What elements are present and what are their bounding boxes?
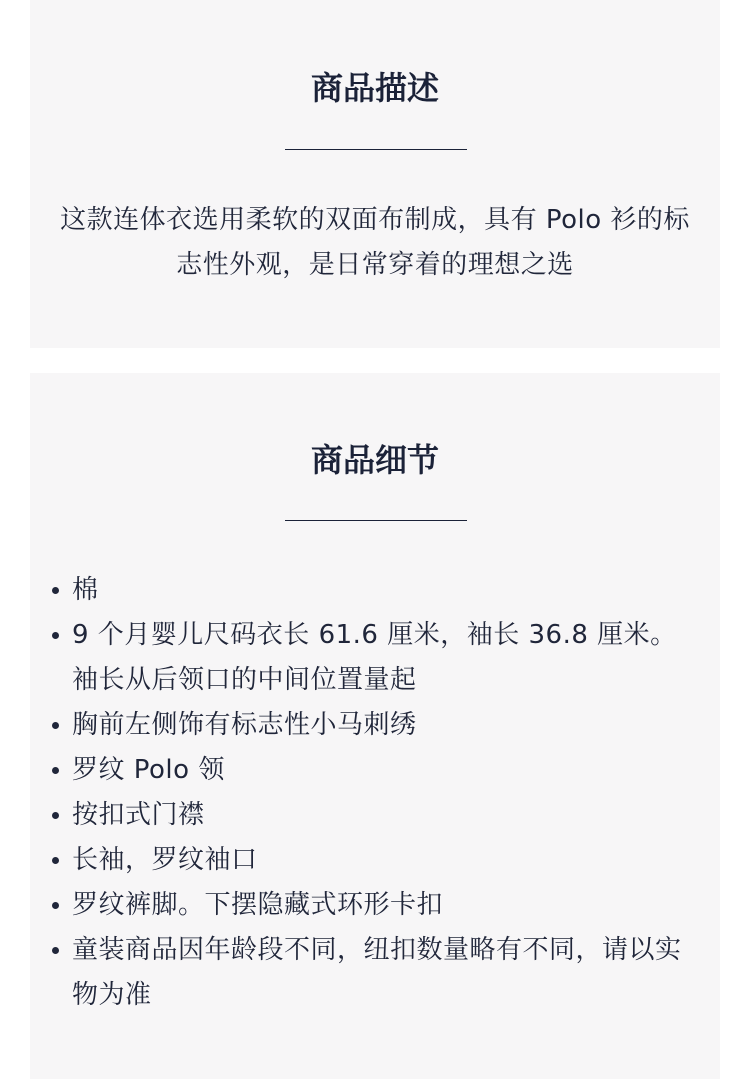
bullet-icon: [52, 947, 59, 954]
details-title: 商品细节: [310, 441, 439, 479]
details-card: [30, 373, 720, 1079]
details-list-item: 胸前左侧饰有标志性小马刺绣: [72, 703, 690, 748]
bullet-icon: [52, 902, 59, 909]
details-list-item: 童装商品因年龄段不同，纽扣数量略有不同，请以实物为准: [72, 928, 690, 1018]
description-card: [30, 0, 720, 348]
bullet-icon: [52, 767, 59, 774]
details-list-item: 长袖，罗纹袖口: [72, 838, 690, 883]
bullet-icon: [52, 857, 59, 864]
description-text: 这款连体衣选用柔软的双面布制成，具有 Polo 衫的标志性外观，是日常穿着的理想之选: [60, 205, 690, 280]
details-list-item: 9 个月婴儿尺码衣长 61.6 厘米，袖长 36.8 厘米。袖长从后领口的中间位置量起: [72, 613, 690, 703]
details-list-item: 罗纹裤脚。下摆隐藏式环形卡扣: [72, 883, 690, 928]
details-divider: [285, 520, 467, 521]
description-divider: [285, 149, 467, 150]
bullet-icon: [52, 812, 59, 819]
details-list-item: 棉: [72, 568, 690, 613]
description-title: 商品描述: [310, 69, 439, 107]
details-list-item: 按扣式门襟: [72, 793, 690, 838]
details-list: [72, 568, 690, 1018]
details-list-item: 罗纹 Polo 领: [72, 748, 690, 793]
bullet-icon: [52, 722, 59, 729]
bullet-icon: [52, 632, 59, 639]
bullet-icon: [52, 587, 59, 594]
